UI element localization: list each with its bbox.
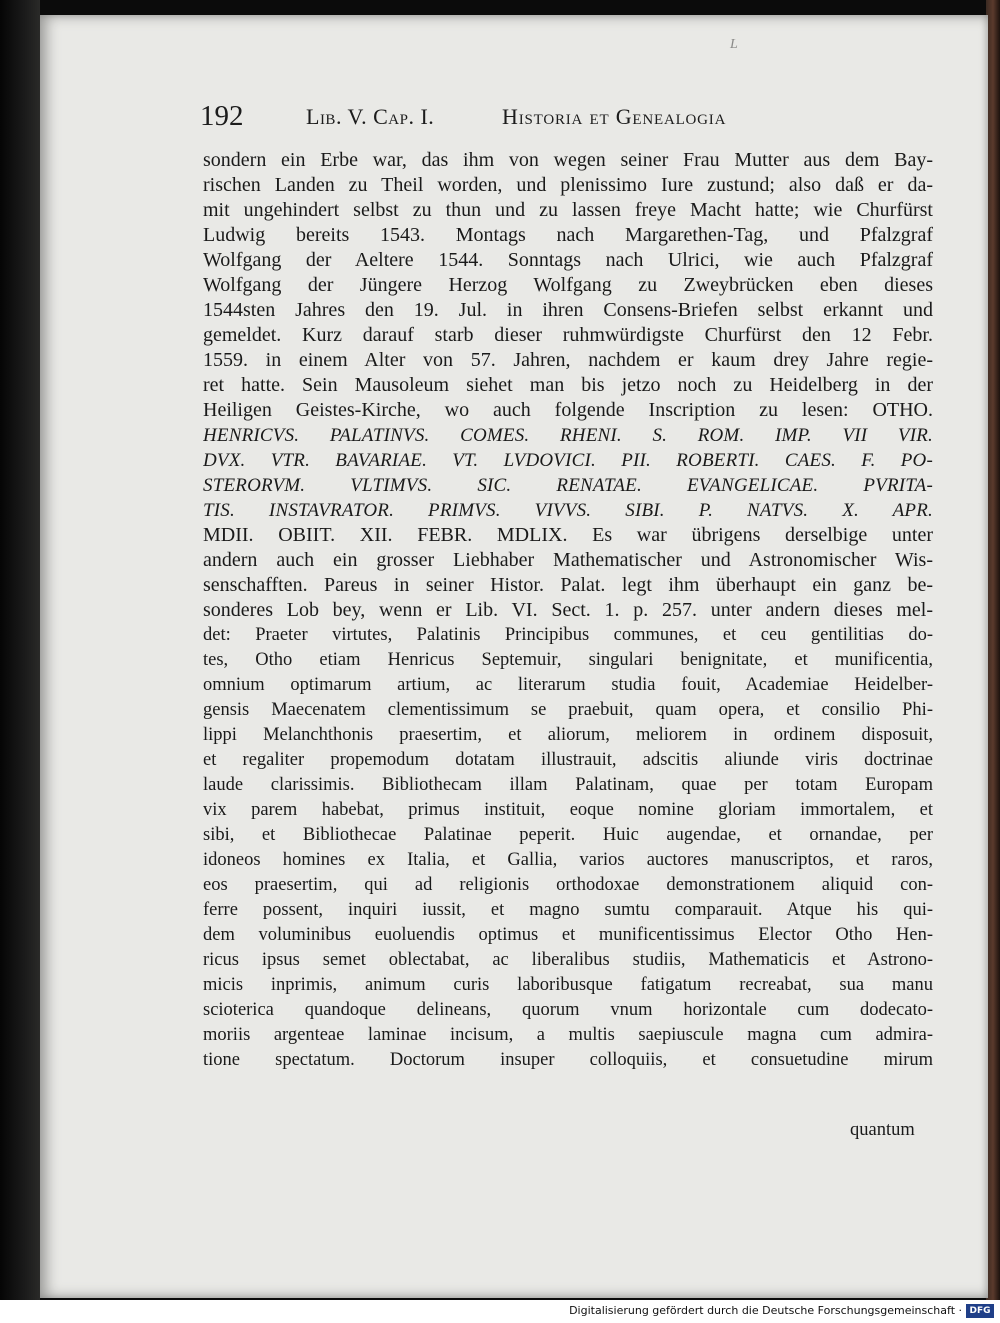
text-line: Heiligen Geistes-Kirche, wo auch folgende Inscription zu lesen: OTHO. [203, 399, 933, 421]
running-title: Historia et Genealogia [502, 104, 727, 129]
latin-quote-line: dem voluminibus euoluendis optimus et munificentissimus Elector Otho Hen- [203, 925, 933, 945]
text-line: Wolfgang der Aeltere 1544. Sonntags nach Ulrici, wie auch Pfalzgraf [203, 249, 933, 271]
text-line: MDII. OBIIT. XII. FEBR. MDLIX. Es war übrigens derselbige unter [203, 524, 933, 546]
inscription-line: DVX. VTR. BAVARIAE. VT. LVDOVICI. PII. ROBERTI. CAES. F. PO- [203, 450, 933, 471]
inscription-line: HENRICVS. PALATINVS. COMES. RHENI. S. ROM. IMP. VII VIR. [203, 425, 933, 446]
latin-quote-line: eos praesertim, qui ad religionis orthodoxae demonstrationem aliquid con- [203, 875, 933, 895]
text-line: 1559. in einem Alter von 57. Jahren, nachdem er kaum drey Jahre regie- [203, 349, 933, 371]
text-line: andern auch ein grosser Liebhaber Mathematischer und Astronomischer Wis- [203, 549, 933, 571]
text-line: Ludwig bereits 1543. Montags nach Margarethen-Tag, und Pfalzgraf [203, 224, 933, 246]
text-line: mit ungehindert selbst zu thun und zu lassen freye Macht hatte; wie Churfürst [203, 199, 933, 221]
book-edge-right [986, 0, 1000, 1300]
pencil-margin-note: L [730, 37, 738, 52]
latin-quote-line: micis inprimis, animum curis laboribusque fatigatum recreabat, sua manu [203, 975, 933, 995]
running-header [200, 100, 900, 136]
latin-quote-line: lippi Melanchthonis praesertim, et aliorum, meliorem in ordinem disposuit, [203, 725, 933, 745]
text-line: Wolfgang der Jüngere Herzog Wolfgang zu Zweybrücken eben dieses [203, 274, 933, 296]
latin-quote-line: tione spectatum. Doctorum insuper colloquiis, et consuetudine mirum [203, 1050, 933, 1070]
body-text [203, 148, 933, 1073]
latin-quote-line: omnium optimarum artium, ac literarum studia fouit, Academiae Heidelber- [203, 675, 933, 695]
latin-quote-line: ricus ipsus semet oblectabat, ac liberalibus studiis, Mathematicis et Astrono- [203, 950, 933, 970]
dfg-logo: DFG [966, 1304, 994, 1318]
text-line: senschafften. Pareus in seiner Histor. Palat. legt ihm überhaupt ein ganz be- [203, 574, 933, 596]
funding-credit: Digitalisierung gefördert durch die Deutsche Forschungsgemeinschaft · [569, 1304, 962, 1317]
text-line: 1544sten Jahres den 19. Jul. in ihren Consens-Briefen selbst erkannt und [203, 299, 933, 321]
page-number: 192 [200, 100, 244, 132]
latin-quote-line: tes, Otho etiam Henricus Septemuir, singulari benignitate, et munificentia, [203, 650, 933, 670]
text-line: ret hatte. Sein Mausoleum siehet man bis jetzo noch zu Heidelberg in der [203, 374, 933, 396]
latin-quote-line: sibi, et Bibliothecae Palatinae peperit. Huic augendae, et ornandae, per [203, 825, 933, 845]
latin-quote-line: scioterica quandoque delineans, quorum vnum horizontale cum dodecato- [203, 1000, 933, 1020]
text-line: rischen Landen zu Theil worden, und plenissimo Iure zustund; also daß er da- [203, 174, 933, 196]
book-spine-left [0, 0, 40, 1300]
latin-quote-line: ferre possent, inquiri iussit, et magno sumtu comparauit. Atque his qui- [203, 900, 933, 920]
text-line: gemeldet. Kurz darauf starb dieser ruhmwürdigste Churfürst den 12 Febr. [203, 324, 933, 346]
latin-quote-line: det: Praeter virtutes, Palatinis Principibus communes, et ceu gentilitias do- [203, 625, 933, 645]
latin-quote-line: vix parem habebat, primus instituit, eoque nomine gloriam immortalem, et [203, 800, 933, 820]
digitization-footer [0, 1300, 1000, 1323]
latin-quote-line: et regaliter propemodum dotatam illustrauit, adscitis aliunde viris doctrinae [203, 750, 933, 770]
catchword: quantum [850, 1120, 915, 1140]
text-line: sonderes Lob bey, wenn er Lib. VI. Sect. 1. p. 257. unter andern dieses mel- [203, 599, 933, 621]
latin-quote-line: gensis Maecenatem clementissimum se praebuit, quam opera, et consilio Phi- [203, 700, 933, 720]
inscription-line: STERORVM. VLTIMVS. SIC. RENATAE. EVANGELICAE. PVRITA- [203, 475, 933, 496]
latin-quote-line: moriis argenteae laminae incisum, a multis saepiuscule magna cum admira- [203, 1025, 933, 1045]
inscription-line: TIS. INSTAVRATOR. PRIMVS. VIVVS. SIBI. P. NATVS. X. APR. [203, 500, 933, 521]
book-chapter-ref: Lib. V. Cap. I. [306, 104, 435, 129]
latin-quote-line: laude clarissimis. Bibliothecam illam Palatinam, quae per totam Europam [203, 775, 933, 795]
latin-quote-line: idoneos homines ex Italia, et Gallia, varios auctores manuscriptos, et raros, [203, 850, 933, 870]
text-line: sondern ein Erbe war, das ihm von wegen seiner Frau Mutter aus dem Bay- [203, 149, 933, 171]
